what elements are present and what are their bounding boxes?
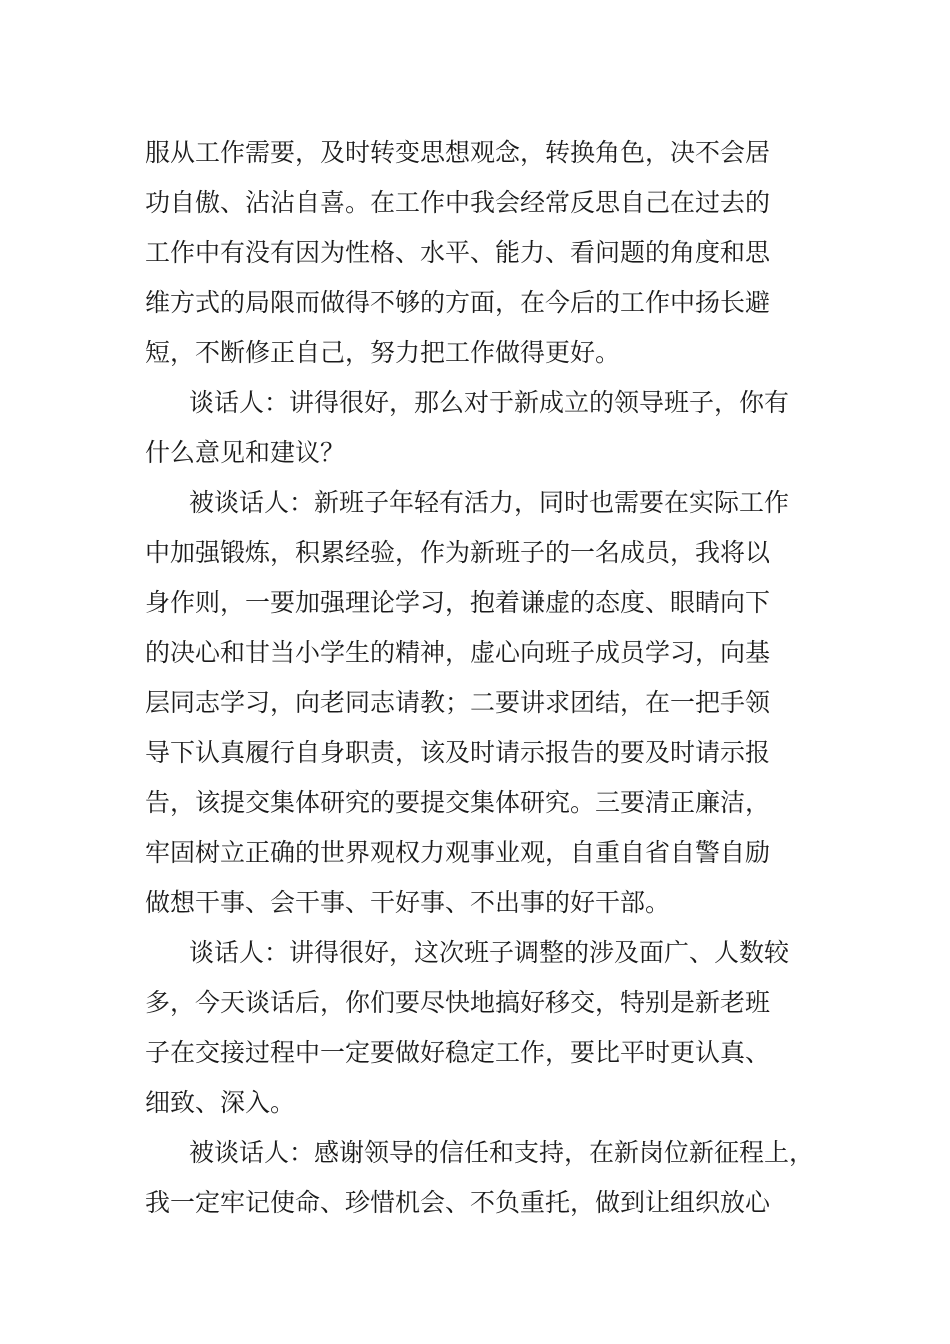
text-line: 中加强锻炼，积累经验，作为新班子的一名成员，我将以 bbox=[145, 538, 771, 567]
text-line: 子在交接过程中一定要做好稳定工作，要比平时更认真、 bbox=[145, 1038, 771, 1067]
text-line: 维方式的局限而做得不够的方面，在今后的工作中扬长避 bbox=[145, 288, 771, 317]
text-line: 工作中有没有因为性格、水平、能力、看问题的角度和思 bbox=[145, 238, 771, 267]
text-line: 告，该提交集体研究的要提交集体研究。三要清正廉洁， bbox=[145, 788, 771, 817]
text-line: 服从工作需要，及时转变思想观念，转换角色，决不会居 bbox=[145, 138, 771, 167]
paragraph-start-line: 被谈话人：感谢领导的信任和支持，在新岗位新征程上， bbox=[189, 1138, 815, 1167]
text-line: 牢固树立正确的世界观权力观事业观，自重自省自警自励 bbox=[145, 838, 771, 867]
text-line: 身作则，一要加强理论学习，抱着谦虚的态度、眼睛向下 bbox=[145, 588, 771, 617]
text-line: 做想干事、会干事、干好事、不出事的好干部。 bbox=[145, 888, 671, 917]
text-line: 功自傲、沾沾自喜。在工作中我会经常反思自己在过去的 bbox=[145, 188, 771, 217]
text-line: 我一定牢记使命、珍惜机会、不负重托，做到让组织放心 bbox=[145, 1188, 771, 1217]
paragraph-start-line: 被谈话人：新班子年轻有活力，同时也需要在实际工作 bbox=[189, 488, 790, 517]
paragraph-start-line: 谈话人：讲得很好，那么对于新成立的领导班子，你有 bbox=[189, 388, 790, 417]
text-line: 多，今天谈话后，你们要尽快地搞好移交，特别是新老班 bbox=[145, 988, 771, 1017]
text-line: 层同志学习，向老同志请教；二要讲求团结，在一把手领 bbox=[145, 688, 771, 717]
text-line: 细致、深入。 bbox=[145, 1088, 296, 1117]
document-body bbox=[145, 128, 825, 1228]
text-line: 的决心和甘当小学生的精神，虚心向班子成员学习，向基 bbox=[145, 638, 771, 667]
text-line: 导下认真履行自身职责，该及时请示报告的要及时请示报 bbox=[145, 738, 771, 767]
text-line: 短，不断修正自己，努力把工作做得更好。 bbox=[145, 338, 621, 367]
text-line: 什么意见和建议？ bbox=[145, 438, 346, 467]
paragraph-start-line: 谈话人：讲得很好，这次班子调整的涉及面广、人数较 bbox=[189, 938, 790, 967]
